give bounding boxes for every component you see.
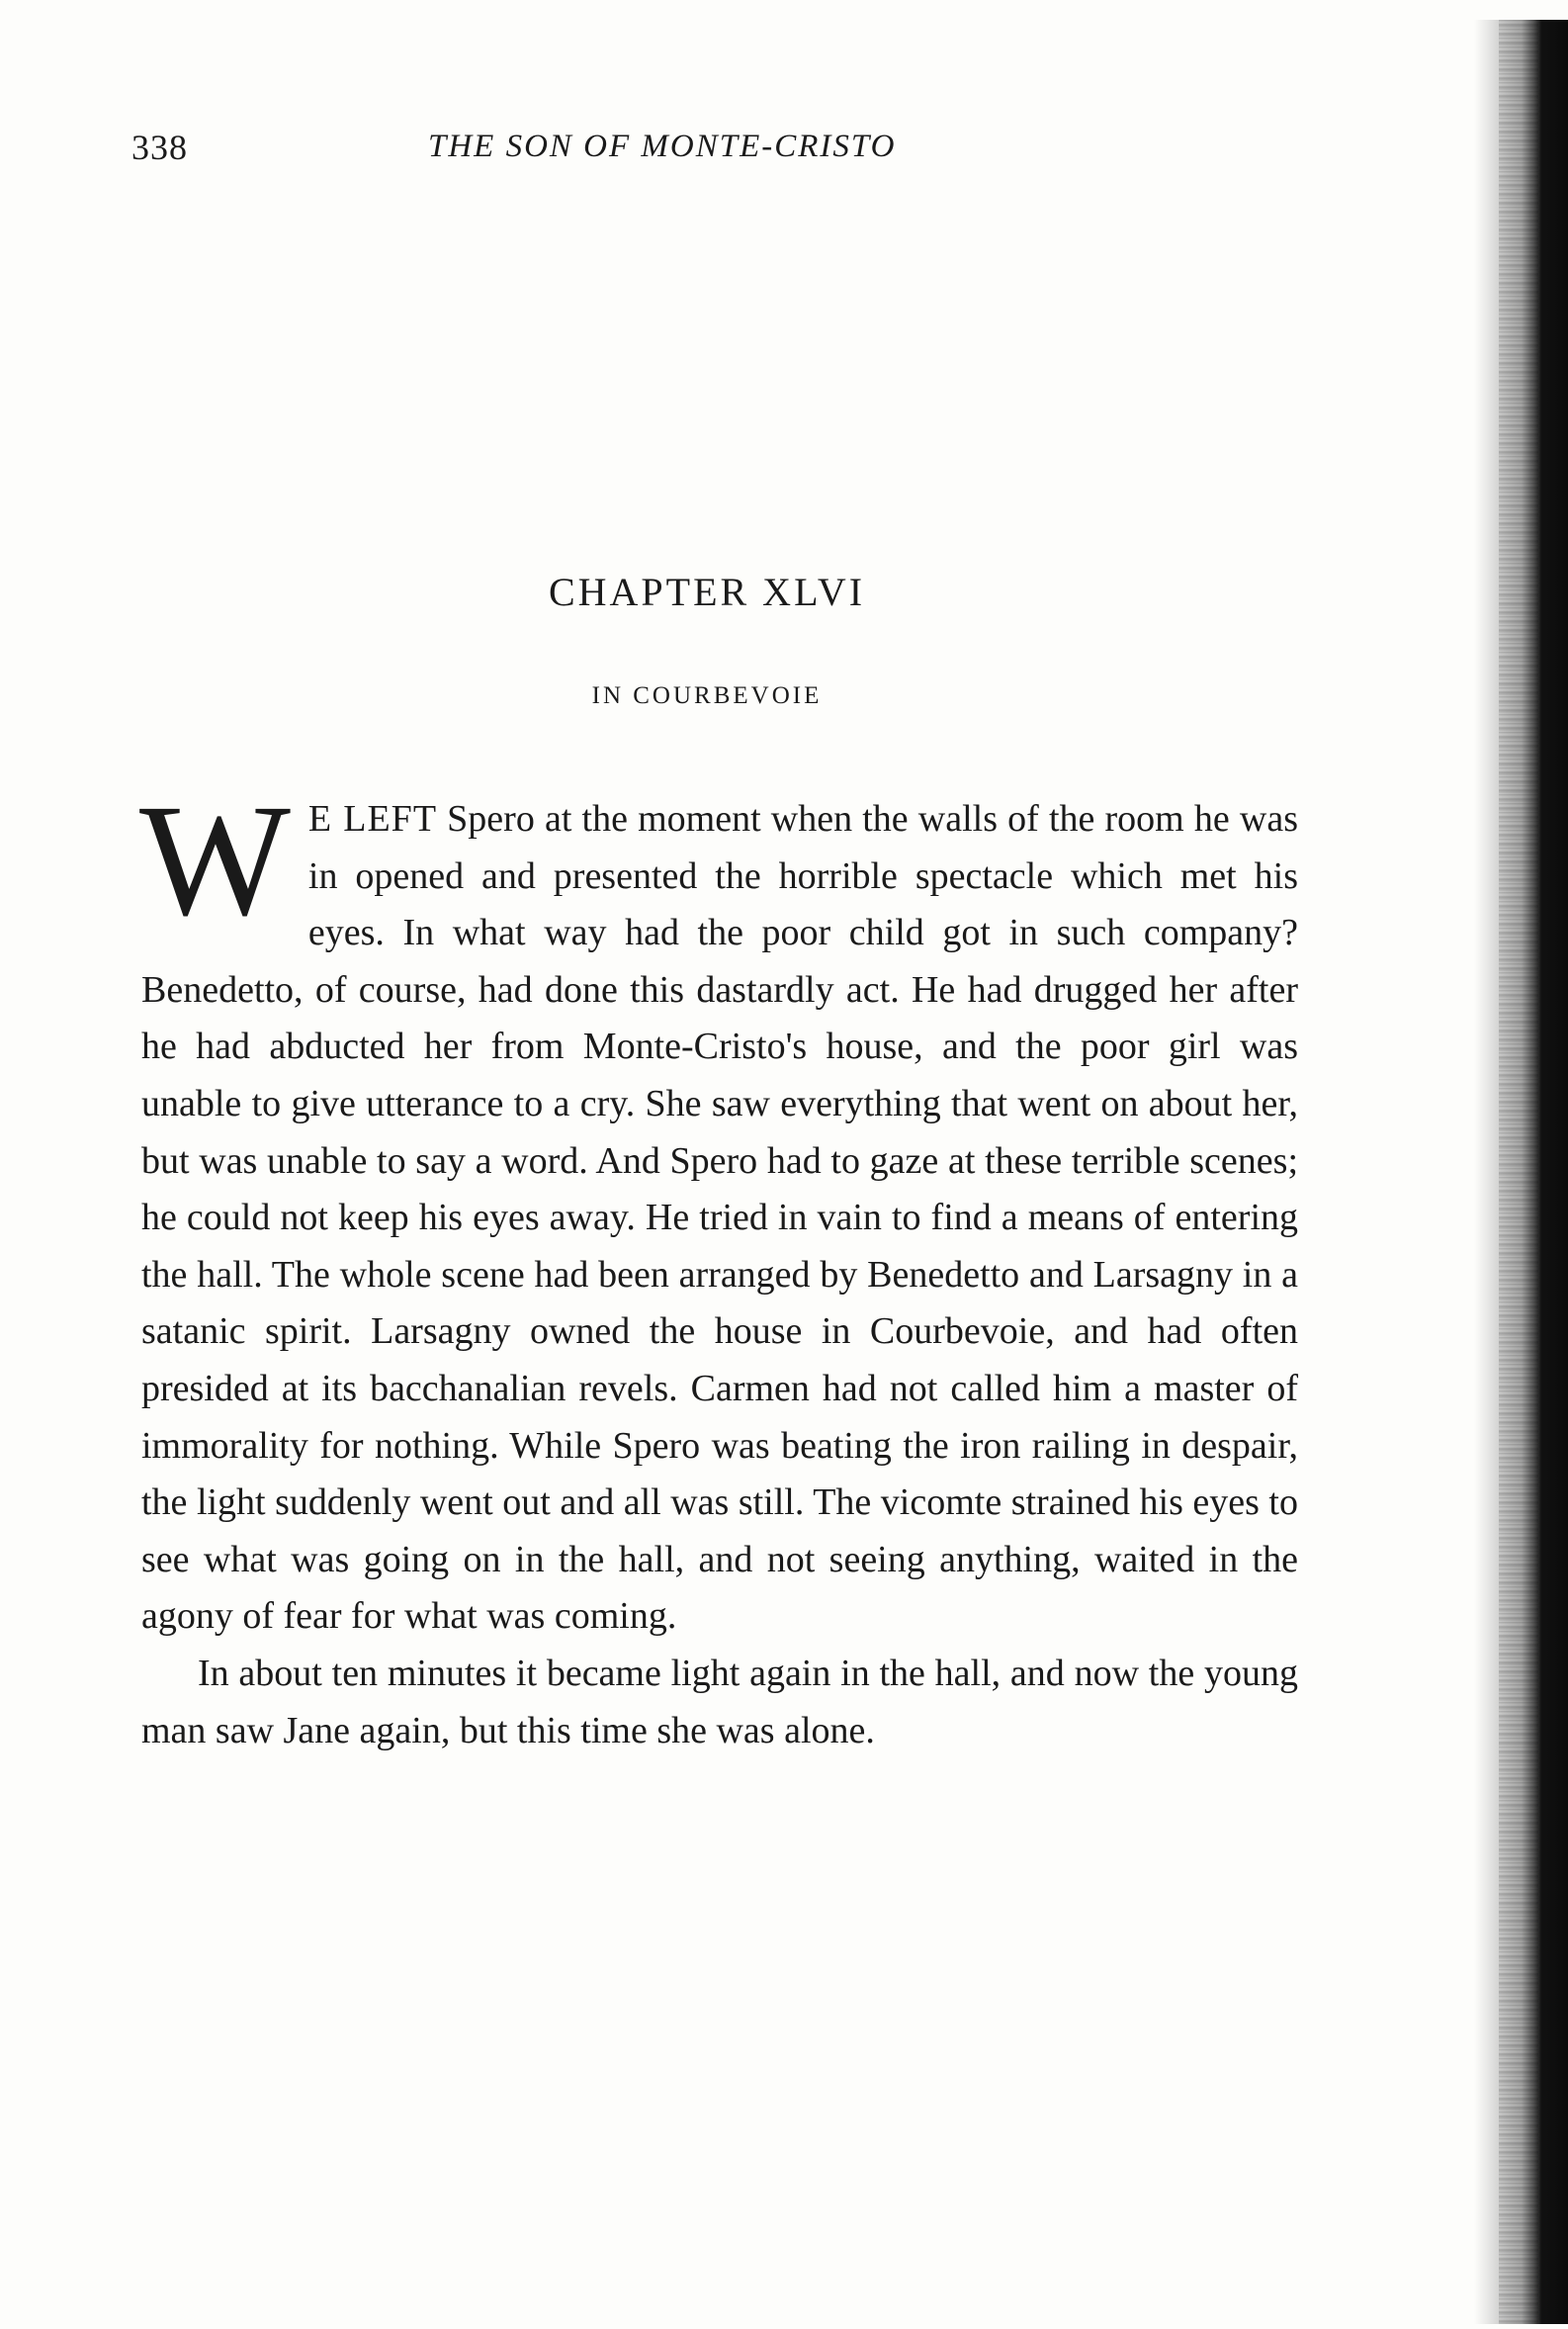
paragraph-1 [139, 772, 1298, 1646]
drop-cap: W [139, 772, 291, 949]
binding-edge-texture [1499, 20, 1538, 2324]
paragraph-2: In about ten minutes it became light again in the hall, and now the young man saw Jane again, but this time she was alone. [141, 1652, 1298, 1751]
page-number: 338 [131, 128, 188, 167]
chapter-text [139, 772, 1298, 1759]
lead-in-caps: E LEFT [307, 798, 438, 840]
book-title: THE SON OF MONTE-CRISTO [428, 129, 897, 164]
running-head [131, 127, 1298, 176]
chapter-title: IN COURBEVOIE [591, 682, 823, 709]
chapter-heading: CHAPTER XLVI [548, 570, 866, 614]
paragraph-1-text: Spero at the moment when the walls of the room he was in opened and presented the horrible spectacle which met his eyes. In what way had the poor child got in such company? Benedetto, of course, had done this dastardly act. He had drugged her after he had abducted her from Monte-Cristo's house, and the poor girl was unable to give utterance to a cry. She saw everything that went on about her, but was unable to say a word. And Spero had to gaze at these terrible scenes; he could not keep his eyes away. He tried in vain to find a means of entering the hall. The whole scene had been arranged by Benedetto and Larsagny in a satanic spirit. Larsagny owned the house in Courbevoie, and had often presided at its bacchanalian revels. Carmen had not called him a master of immorality for nothing. While Spero was beating the iron railing in despair, the light suddenly went out and all was still. The vicomte strained his eyes to see what was going on in the hall, and not seeing anything, waited in the agony of fear for what was coming. [141, 798, 1298, 1638]
